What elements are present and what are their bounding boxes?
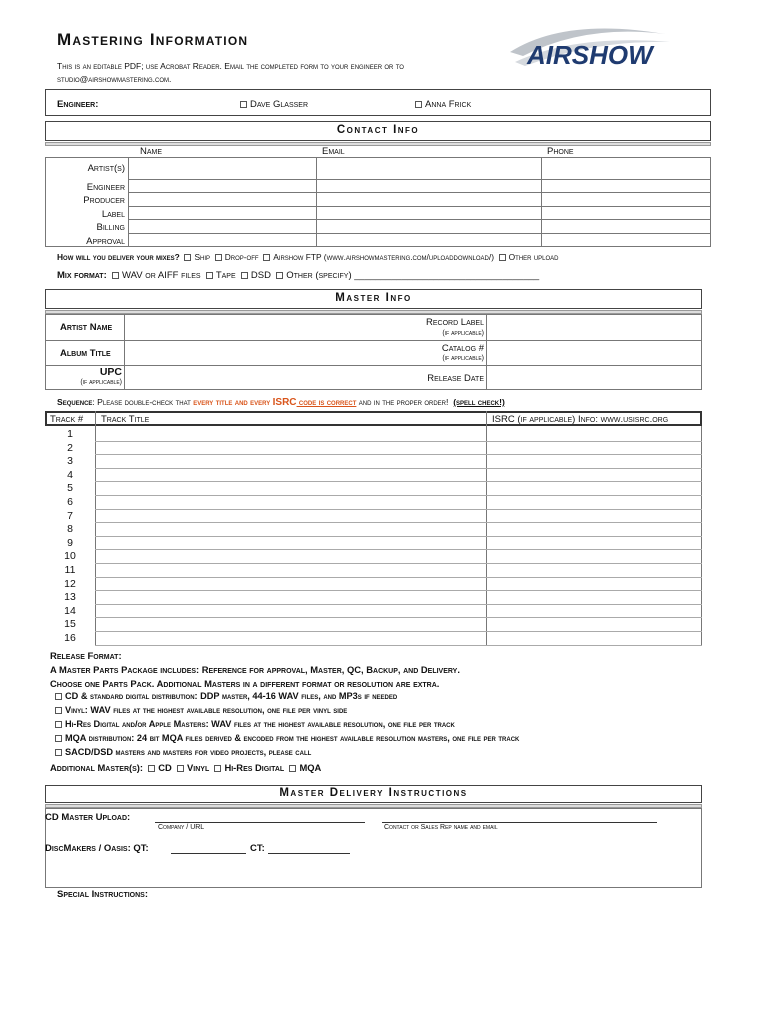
track-row[interactable]: [95, 549, 702, 550]
track-row[interactable]: [95, 577, 702, 578]
checkbox-icon[interactable]: [263, 254, 270, 261]
mix-format-line: Mix format: WAV or AIFF files Tape DSD Other (specify) ___________________________________: [57, 270, 540, 281]
checkbox-icon: [55, 707, 62, 714]
track-row[interactable]: [95, 441, 702, 442]
contact-info-header: Contact Info: [336, 124, 420, 136]
page-title: Mastering Information: [57, 30, 249, 49]
column-track-title: Track Title: [101, 414, 150, 425]
track-number: 12: [64, 577, 76, 590]
track-row[interactable]: [95, 590, 702, 591]
album-title-label: Album Title: [60, 348, 111, 359]
checkbox-icon[interactable]: [276, 272, 283, 279]
discmakers-label: DiscMakers / Oasis: QT:: [45, 843, 149, 854]
engineer-label: Engineer:: [57, 99, 99, 110]
company-url-caption: Company / URL: [158, 824, 205, 831]
track-row[interactable]: [95, 495, 702, 496]
track-number: 9: [67, 536, 73, 549]
column-phone: Phone: [547, 146, 574, 157]
ct-label: CT:: [250, 843, 265, 854]
track-row[interactable]: [95, 617, 702, 618]
catalog-if-applicable: (if applicable): [442, 355, 484, 362]
logo-text: AIRSHOW: [527, 40, 653, 70]
track-number: 15: [64, 618, 76, 631]
cd-master-upload-label: CD Master Upload:: [45, 812, 131, 823]
release-date-label: Release Date: [427, 373, 484, 384]
checkbox-icon[interactable]: [214, 765, 221, 772]
track-row[interactable]: [95, 604, 702, 605]
master-info-header: Master Info: [335, 292, 412, 304]
row-approval: Approval: [86, 236, 125, 247]
track-number: 11: [64, 564, 76, 576]
release-format-label: Release Format:: [50, 651, 122, 662]
release-option-cd[interactable]: CD & standard digital distribution: DDP master, 44-16 WAV files, and MP3s if needed: [55, 691, 397, 701]
checkbox-icon[interactable]: [499, 254, 506, 261]
sequence-note: Sequence: Please double-check that every title and every ISRC code is correct and in the proper order! (spell check!): [57, 397, 505, 408]
master-info-table: [45, 314, 702, 390]
engineer-option-anna[interactable]: Anna Frick: [415, 99, 471, 110]
checkbox-icon: [415, 101, 422, 108]
artist-name-label: Artist Name: [60, 322, 113, 333]
checkbox-icon[interactable]: [148, 765, 155, 772]
checkbox-icon: [240, 101, 247, 108]
track-number: 1: [67, 428, 73, 440]
checkbox-icon: [55, 735, 62, 742]
track-row[interactable]: [95, 509, 702, 510]
track-row[interactable]: [95, 522, 702, 523]
master-delivery-header: Master Delivery Instructions: [279, 787, 468, 799]
row-producer: Producer: [83, 195, 125, 206]
release-option-vinyl[interactable]: Vinyl: WAV files at the highest available resolution, one file per vinyl side: [55, 705, 347, 715]
checkbox-icon: [55, 721, 62, 728]
track-row[interactable]: [95, 481, 702, 482]
checkbox-icon[interactable]: [112, 272, 119, 279]
upc-label: UPC: [99, 366, 122, 378]
checkbox-icon[interactable]: [184, 254, 191, 261]
checkbox-icon: [55, 693, 62, 700]
row-artists: Artist(s): [87, 163, 125, 174]
special-instructions-label: Special Instructions:: [57, 889, 149, 900]
track-number: 14: [64, 604, 76, 617]
release-option-mqa[interactable]: MQA distribution: 24 bit MQA files derived & encoded from the highest available resolution masters, one file per track: [55, 733, 519, 743]
track-row[interactable]: [95, 645, 702, 646]
checkbox-icon[interactable]: [289, 765, 296, 772]
release-option-hires[interactable]: Hi-Res Digital and/or Apple Masters: WAV files at the highest available resolution, one file per track: [55, 719, 455, 729]
track-number: 5: [67, 482, 73, 495]
checkbox-icon: [55, 749, 62, 756]
track-number: 3: [67, 455, 73, 468]
choose-parts-line: Choose one Parts Pack. Additional Masters in a different format or resolution are extra.: [50, 678, 440, 689]
column-email: Email: [322, 146, 345, 157]
track-number: 7: [67, 509, 73, 522]
delivery-mixes-line: How will you deliver your mixes? Ship Drop-off Airshow FTP (www.airshowmastering.com/uploaddownload/) Other upload: [57, 252, 559, 262]
checkbox-icon[interactable]: [215, 254, 222, 261]
row-label: Label: [101, 209, 125, 220]
checkbox-icon[interactable]: [241, 272, 248, 279]
checkbox-icon[interactable]: [177, 765, 184, 772]
catalog-label: Catalog #: [441, 343, 484, 354]
track-number: 6: [67, 496, 73, 508]
row-billing: Billing: [96, 222, 125, 233]
intro-text: This is an editable PDF; use Acrobat Reader. Email the completed form to your engineer or to studio@airshowmastering.com.: [57, 61, 404, 84]
additional-masters-line: Additional Master(s): CD Vinyl Hi-Res Digital MQA: [50, 762, 322, 773]
track-row[interactable]: [95, 631, 702, 632]
airshow-logo: [505, 22, 675, 80]
track-row[interactable]: [95, 563, 702, 564]
column-isrc: ISRC (if applicable) Info: www.usisrc.org: [492, 414, 669, 425]
engineer-option-dave[interactable]: Dave Glasser: [240, 99, 308, 110]
track-number: 16: [64, 632, 76, 644]
checkbox-icon[interactable]: [206, 272, 213, 279]
engineer-box: [45, 89, 711, 116]
record-label-if-applicable: (if applicable): [442, 330, 484, 337]
column-track-number: Track #: [50, 414, 84, 425]
release-option-sacd[interactable]: SACD/DSD masters and masters for video projects, please call: [55, 747, 311, 757]
track-number: 8: [67, 523, 73, 536]
contact-sales-caption: Contact or Sales Rep name and email: [384, 824, 498, 831]
track-row[interactable]: [95, 536, 702, 537]
row-engineer: Engineer: [86, 182, 125, 193]
upc-if-applicable: (if applicable): [80, 379, 122, 386]
track-number: 10: [64, 550, 76, 563]
track-row[interactable]: [95, 454, 702, 455]
track-number: 2: [67, 441, 73, 454]
column-name: Name: [140, 146, 163, 157]
record-label-label: Record Label: [426, 317, 484, 328]
ct-field[interactable]: [268, 853, 350, 854]
track-number: 13: [64, 591, 76, 604]
contact-sales-field[interactable]: [382, 822, 657, 823]
parts-package-line: A Master Parts Package includes: Reference for approval, Master, QC, Backup, and Delivery.: [50, 664, 460, 675]
company-url-field[interactable]: [155, 822, 365, 823]
qt-field[interactable]: [171, 853, 246, 854]
track-row[interactable]: [95, 468, 702, 469]
track-number: 4: [67, 468, 73, 481]
